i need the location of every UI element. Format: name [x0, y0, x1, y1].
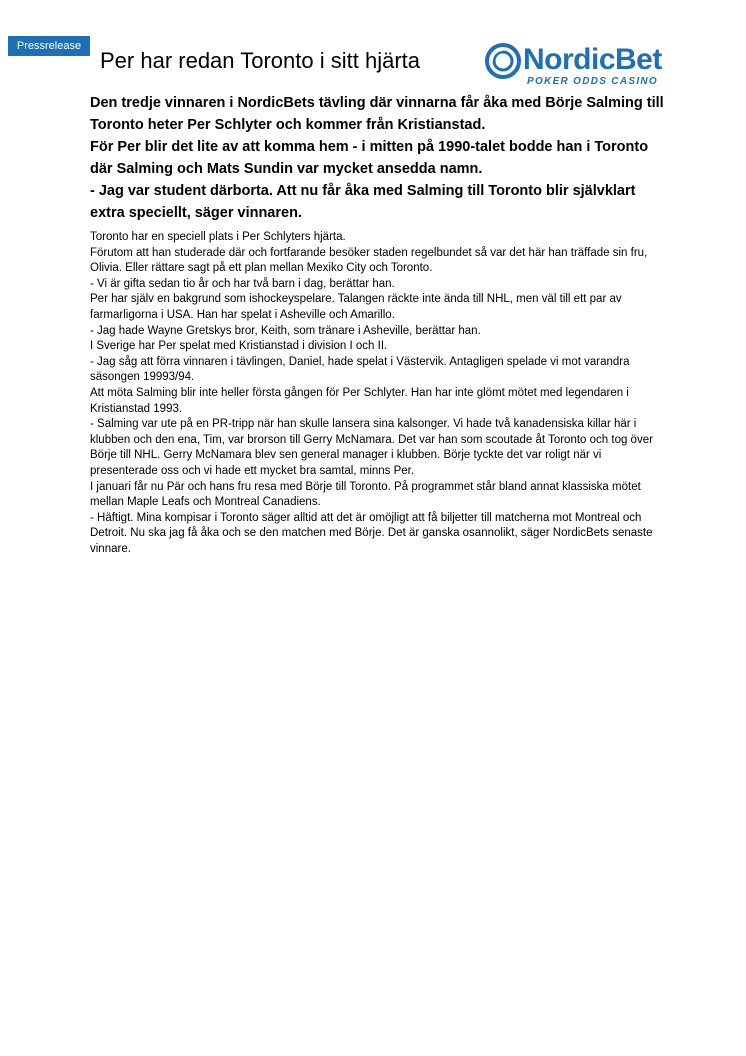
body-paragraph: I januari får nu Pär och hans fru resa med Börje till Toronto. På programmet står bland annat klassiska mötet mellan Maple Leafs och Montreal Canadiens. — [90, 480, 641, 509]
body-paragraph: - Vi är gifta sedan tio år och har två barn i dag, berättar han. — [90, 277, 395, 290]
body-paragraph: I Sverige har Per spelat med Kristianstad i division I och II. — [90, 340, 388, 353]
body-paragraph: - Jag hade Wayne Gretskys bror, Keith, som tränare i Asheville, berättar han. — [90, 324, 481, 337]
article-body — [90, 230, 670, 557]
body-paragraph: - Jag såg att förra vinnaren i tävlingen, Daniel, hade spelat i Västervik. Antagligen spelade vi mot varandra säsongen 19993/94. — [90, 355, 630, 384]
body-paragraph: Att möta Salming blir inte heller första gången för Per Schlyter. Han har inte glömt mötet med legendaren i Kristianstad 1993. — [90, 386, 629, 415]
body-paragraph: Toronto har en speciell plats i Per Schlyters hjärta. — [90, 231, 346, 243]
nordicbet-logo-icon — [484, 42, 522, 80]
body-paragraph: - Salming var ute på en PR-tripp när han skulle lansera sina kalsonger. Vi hade två kanadensiska killar här i klubben och den ena, Tim, var brorson till Gerry McNamara. Det var han som scoutade åt Toronto och tog över Börje till NHL. Gerry McNamara blev sen general manager i klubben. Börje tyckte det var roligt när vi presenterade oss och vi hade ett mycket bra samtal, minns Per. — [90, 418, 653, 477]
logo-name: NordicBet — [523, 43, 662, 76]
pressrelease-badge: Pressrelease — [8, 36, 90, 56]
lead-paragraph: - Jag var student därborta. Att nu får åka med Salming till Toronto blir självklart extra speciellt, säger vinnaren. — [90, 183, 636, 221]
logo-tagline: POKER ODDS CASINO — [527, 76, 659, 87]
body-paragraph: - Häftigt. Mina kompisar i Toronto säger alltid att det är omöjligt att få biljetter till matcherna mot Montreal och Detroit. Nu ska jag få åka och se den matchen med Börje. Det är ganska osannolikt, säger NordicBets senaste vinnare. — [90, 511, 653, 555]
lead-paragraph: Den tredje vinnaren i NordicBets tävling där vinnarna får åka med Börje Salming till Toronto heter Per Schlyter och kommer från Kristianstad. — [90, 95, 664, 133]
page-header — [0, 0, 746, 95]
article-lead — [90, 92, 670, 224]
body-paragraph: Förutom att han studerade där och fortfarande besöker staden regelbundet så var det här han träffade sin fru, Olivia. Eller rättare sagt på ett plan mellan Mexiko City och Toronto. — [90, 246, 648, 275]
lead-paragraph: För Per blir det lite av att komma hem - i mitten på 1990-talet bodde han i Toronto där Salming och Mats Sundin var mycket ansedda namn. — [90, 139, 649, 177]
page-title: Per har redan Toronto i sitt hjärta — [100, 47, 420, 73]
article — [90, 92, 670, 557]
nordicbet-logo — [484, 42, 660, 90]
body-paragraph: Per har själv en bakgrund som ishockeyspelare. Talangen räckte inte ända till NHL, men väl till ett par av farmarligorna i USA. Han har spelat i Asheville och Amarillo. — [90, 293, 622, 321]
